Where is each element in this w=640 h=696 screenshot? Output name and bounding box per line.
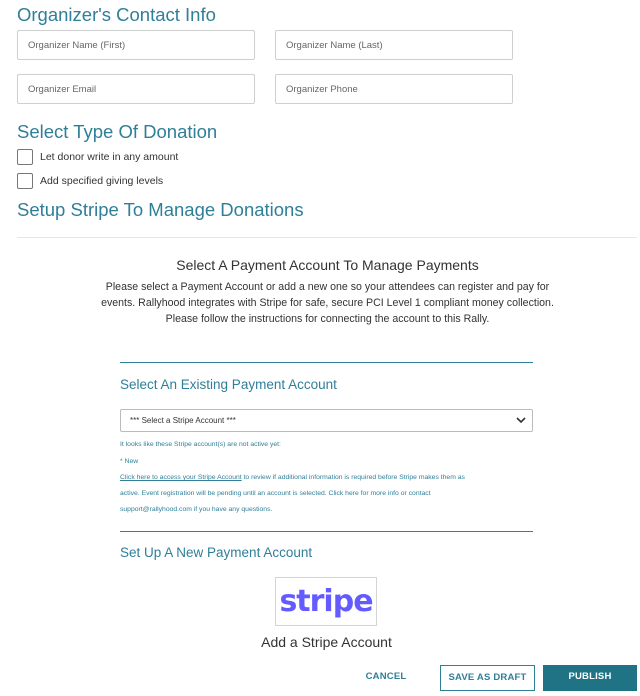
stripe-access-note-line1 (120, 474, 465, 481)
stripe-access-note-line3: support@rallyhood.com if you have any questions. (120, 506, 273, 513)
organizer-email-input[interactable] (17, 74, 255, 104)
organizer-last-name-input[interactable] (275, 30, 513, 60)
existing-account-title: Select An Existing Payment Account (120, 377, 337, 392)
organizer-section-title: Organizer's Contact Info (17, 4, 216, 25)
giving-levels-label: Add specified giving levels (40, 175, 164, 187)
donation-type-title: Select Type Of Donation (17, 121, 218, 142)
new-account-title: Set Up A New Payment Account (120, 545, 313, 560)
payment-desc-line1: Please select a Payment Account or add a new one so your attendees can register and pay for (105, 281, 550, 293)
stripe-account-select-value: *** Select a Stripe Account *** (130, 416, 236, 425)
payment-desc-line2: events. Rallyhood integrates with Stripe for safe, secure PCI Level 1 compliant money collection. (101, 297, 554, 309)
section-divider (17, 237, 637, 238)
add-stripe-account-label: Add a Stripe Account (261, 634, 392, 650)
giving-levels-checkbox[interactable] (17, 173, 33, 189)
save-as-draft-button[interactable]: SAVE AS DRAFT (440, 665, 535, 691)
organizer-first-name-input[interactable] (17, 30, 255, 60)
stripe-logo-button[interactable] (275, 577, 377, 626)
chevron-down-icon (516, 410, 526, 439)
publish-button[interactable]: PUBLISH (543, 665, 637, 691)
inactive-accounts-note: It looks like these Stripe account(s) are not active yet: (120, 441, 281, 448)
payment-account-heading: Select A Payment Account To Manage Payments (176, 257, 479, 273)
stripe-account-select[interactable] (120, 409, 533, 432)
inactive-account-name: * New (120, 458, 139, 465)
stripe-access-note-line2: active. Event registration will be pending until an account is selected. Click here for more info or contact (120, 490, 431, 497)
stripe-access-note-rest: to review if additional information is required before Stripe makes them as (241, 474, 465, 481)
existing-account-divider (120, 362, 533, 363)
payment-desc-line3: Please follow the instructions for connecting the account to this Rally. (165, 313, 490, 325)
write-in-amount-label: Let donor write in any amount (40, 151, 179, 163)
stripe-logo: stripe (279, 584, 373, 619)
organizer-phone-input[interactable] (275, 74, 513, 104)
stripe-setup-title: Setup Stripe To Manage Donations (17, 199, 304, 220)
stripe-account-access-link[interactable]: Click here to access your Stripe Account (120, 474, 242, 481)
new-account-divider (120, 531, 533, 532)
cancel-button[interactable]: CANCEL (365, 671, 407, 682)
write-in-amount-checkbox[interactable] (17, 149, 33, 165)
